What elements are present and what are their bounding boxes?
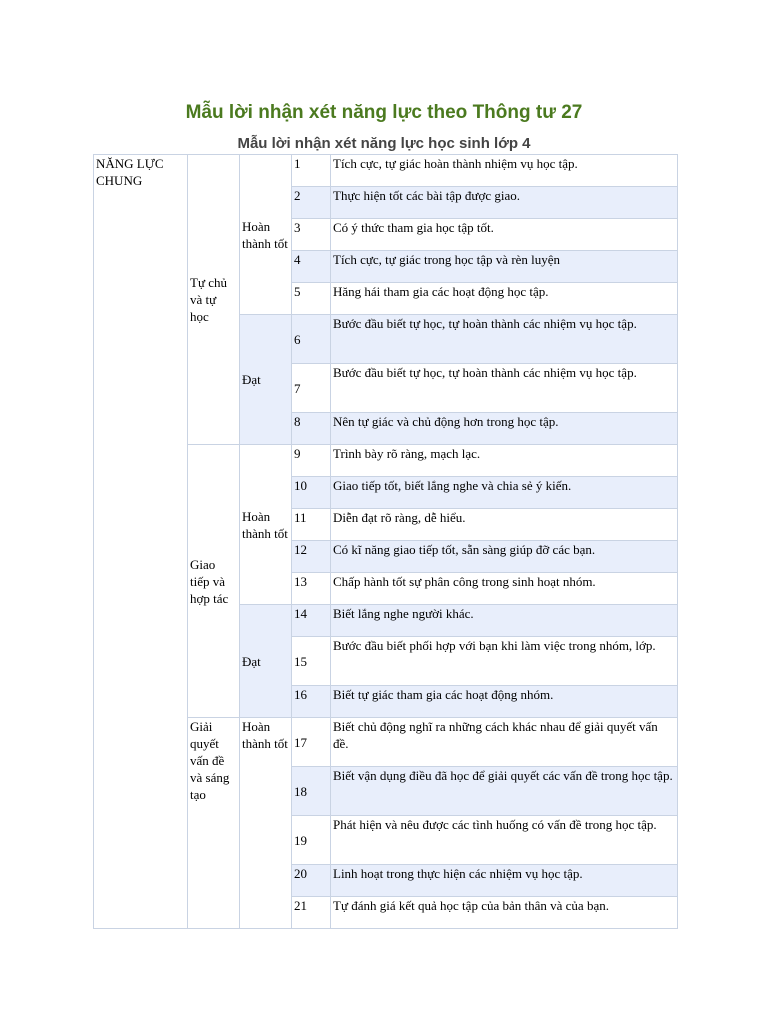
row-number: 2	[292, 187, 331, 219]
row-text: Chấp hành tốt sự phân công trong sinh hoạt nhóm.	[331, 573, 678, 605]
row-number: 16	[292, 686, 331, 718]
page-subtitle: Mẫu lời nhận xét năng lực học sinh lớp 4	[237, 135, 531, 152]
level-cell: Đạt	[240, 605, 292, 718]
row-text: Bước đầu biết phối hợp với bạn khi làm việc trong nhóm, lớp.	[331, 637, 678, 686]
row-number: 14	[292, 605, 331, 637]
row-number: 6	[292, 315, 331, 364]
row-text: Biết tự giác tham gia các hoạt động nhóm.	[331, 686, 678, 718]
row-text: Bước đầu biết tự học, tự hoàn thành các nhiệm vụ học tập.	[331, 315, 678, 364]
row-number: 21	[292, 897, 331, 929]
row-number: 19	[292, 816, 331, 865]
row-number: 20	[292, 865, 331, 897]
level-cell: Hoàn thành tốt	[240, 155, 292, 315]
row-text: Nên tự giác và chủ động hơn trong học tập.	[331, 413, 678, 445]
row-text: Giao tiếp tốt, biết lắng nghe và chia sẻ ý kiến.	[331, 477, 678, 509]
row-number: 4	[292, 251, 331, 283]
row-text: Thực hiện tốt các bài tập được giao.	[331, 187, 678, 219]
row-number: 15	[292, 637, 331, 686]
level-cell: Hoàn thành tốt	[240, 445, 292, 605]
row-number: 5	[292, 283, 331, 315]
row-number: 17	[292, 718, 331, 767]
row-number: 13	[292, 573, 331, 605]
row-text: Tự đánh giá kết quả học tập của bản thân và của bạn.	[331, 897, 678, 929]
competency-table	[93, 154, 678, 929]
row-number: 1	[292, 155, 331, 187]
row-text: Biết vận dụng điều đã học để giải quyết các vấn đề trong học tập.	[331, 767, 678, 816]
level-cell: Đạt	[240, 315, 292, 445]
row-text: Phát hiện và nêu được các tình huống có vấn đề trong học tập.	[331, 816, 678, 865]
row-text: Diễn đạt rõ ràng, dễ hiểu.	[331, 509, 678, 541]
category-cell: NĂNG LỰC CHUNG	[94, 155, 188, 929]
row-text: Biết chủ động nghĩ ra những cách khác nhau để giải quyết vấn đề.	[331, 718, 678, 767]
row-number: 8	[292, 413, 331, 445]
row-text: Trình bày rõ ràng, mạch lạc.	[331, 445, 678, 477]
row-text: Biết lắng nghe người khác.	[331, 605, 678, 637]
row-text: Tích cực, tự giác trong học tập và rèn luyện	[331, 251, 678, 283]
row-text: Linh hoạt trong thực hiện các nhiệm vụ học tập.	[331, 865, 678, 897]
group-cell: Tự chủ và tự học	[188, 155, 240, 445]
row-text: Hăng hái tham gia các hoạt động học tập.	[331, 283, 678, 315]
group-cell: Giao tiếp và hợp tác	[188, 445, 240, 718]
row-number: 11	[292, 509, 331, 541]
row-number: 10	[292, 477, 331, 509]
row-number: 12	[292, 541, 331, 573]
row-text: Có kĩ năng giao tiếp tốt, sẵn sàng giúp đỡ các bạn.	[331, 541, 678, 573]
table-row	[94, 155, 678, 187]
group-cell: Giải quyết vấn đề và sáng tạo	[188, 718, 240, 929]
row-number: 7	[292, 364, 331, 413]
row-number: 3	[292, 219, 331, 251]
row-text: Có ý thức tham gia học tập tốt.	[331, 219, 678, 251]
page-title: Mẫu lời nhận xét năng lực theo Thông tư 27	[185, 102, 583, 123]
row-number: 18	[292, 767, 331, 816]
row-text: Tích cực, tự giác hoàn thành nhiệm vụ học tập.	[331, 155, 678, 187]
level-cell: Hoàn thành tốt	[240, 718, 292, 929]
row-number: 9	[292, 445, 331, 477]
row-text: Bước đầu biết tự học, tự hoàn thành các nhiệm vụ học tập.	[331, 364, 678, 413]
